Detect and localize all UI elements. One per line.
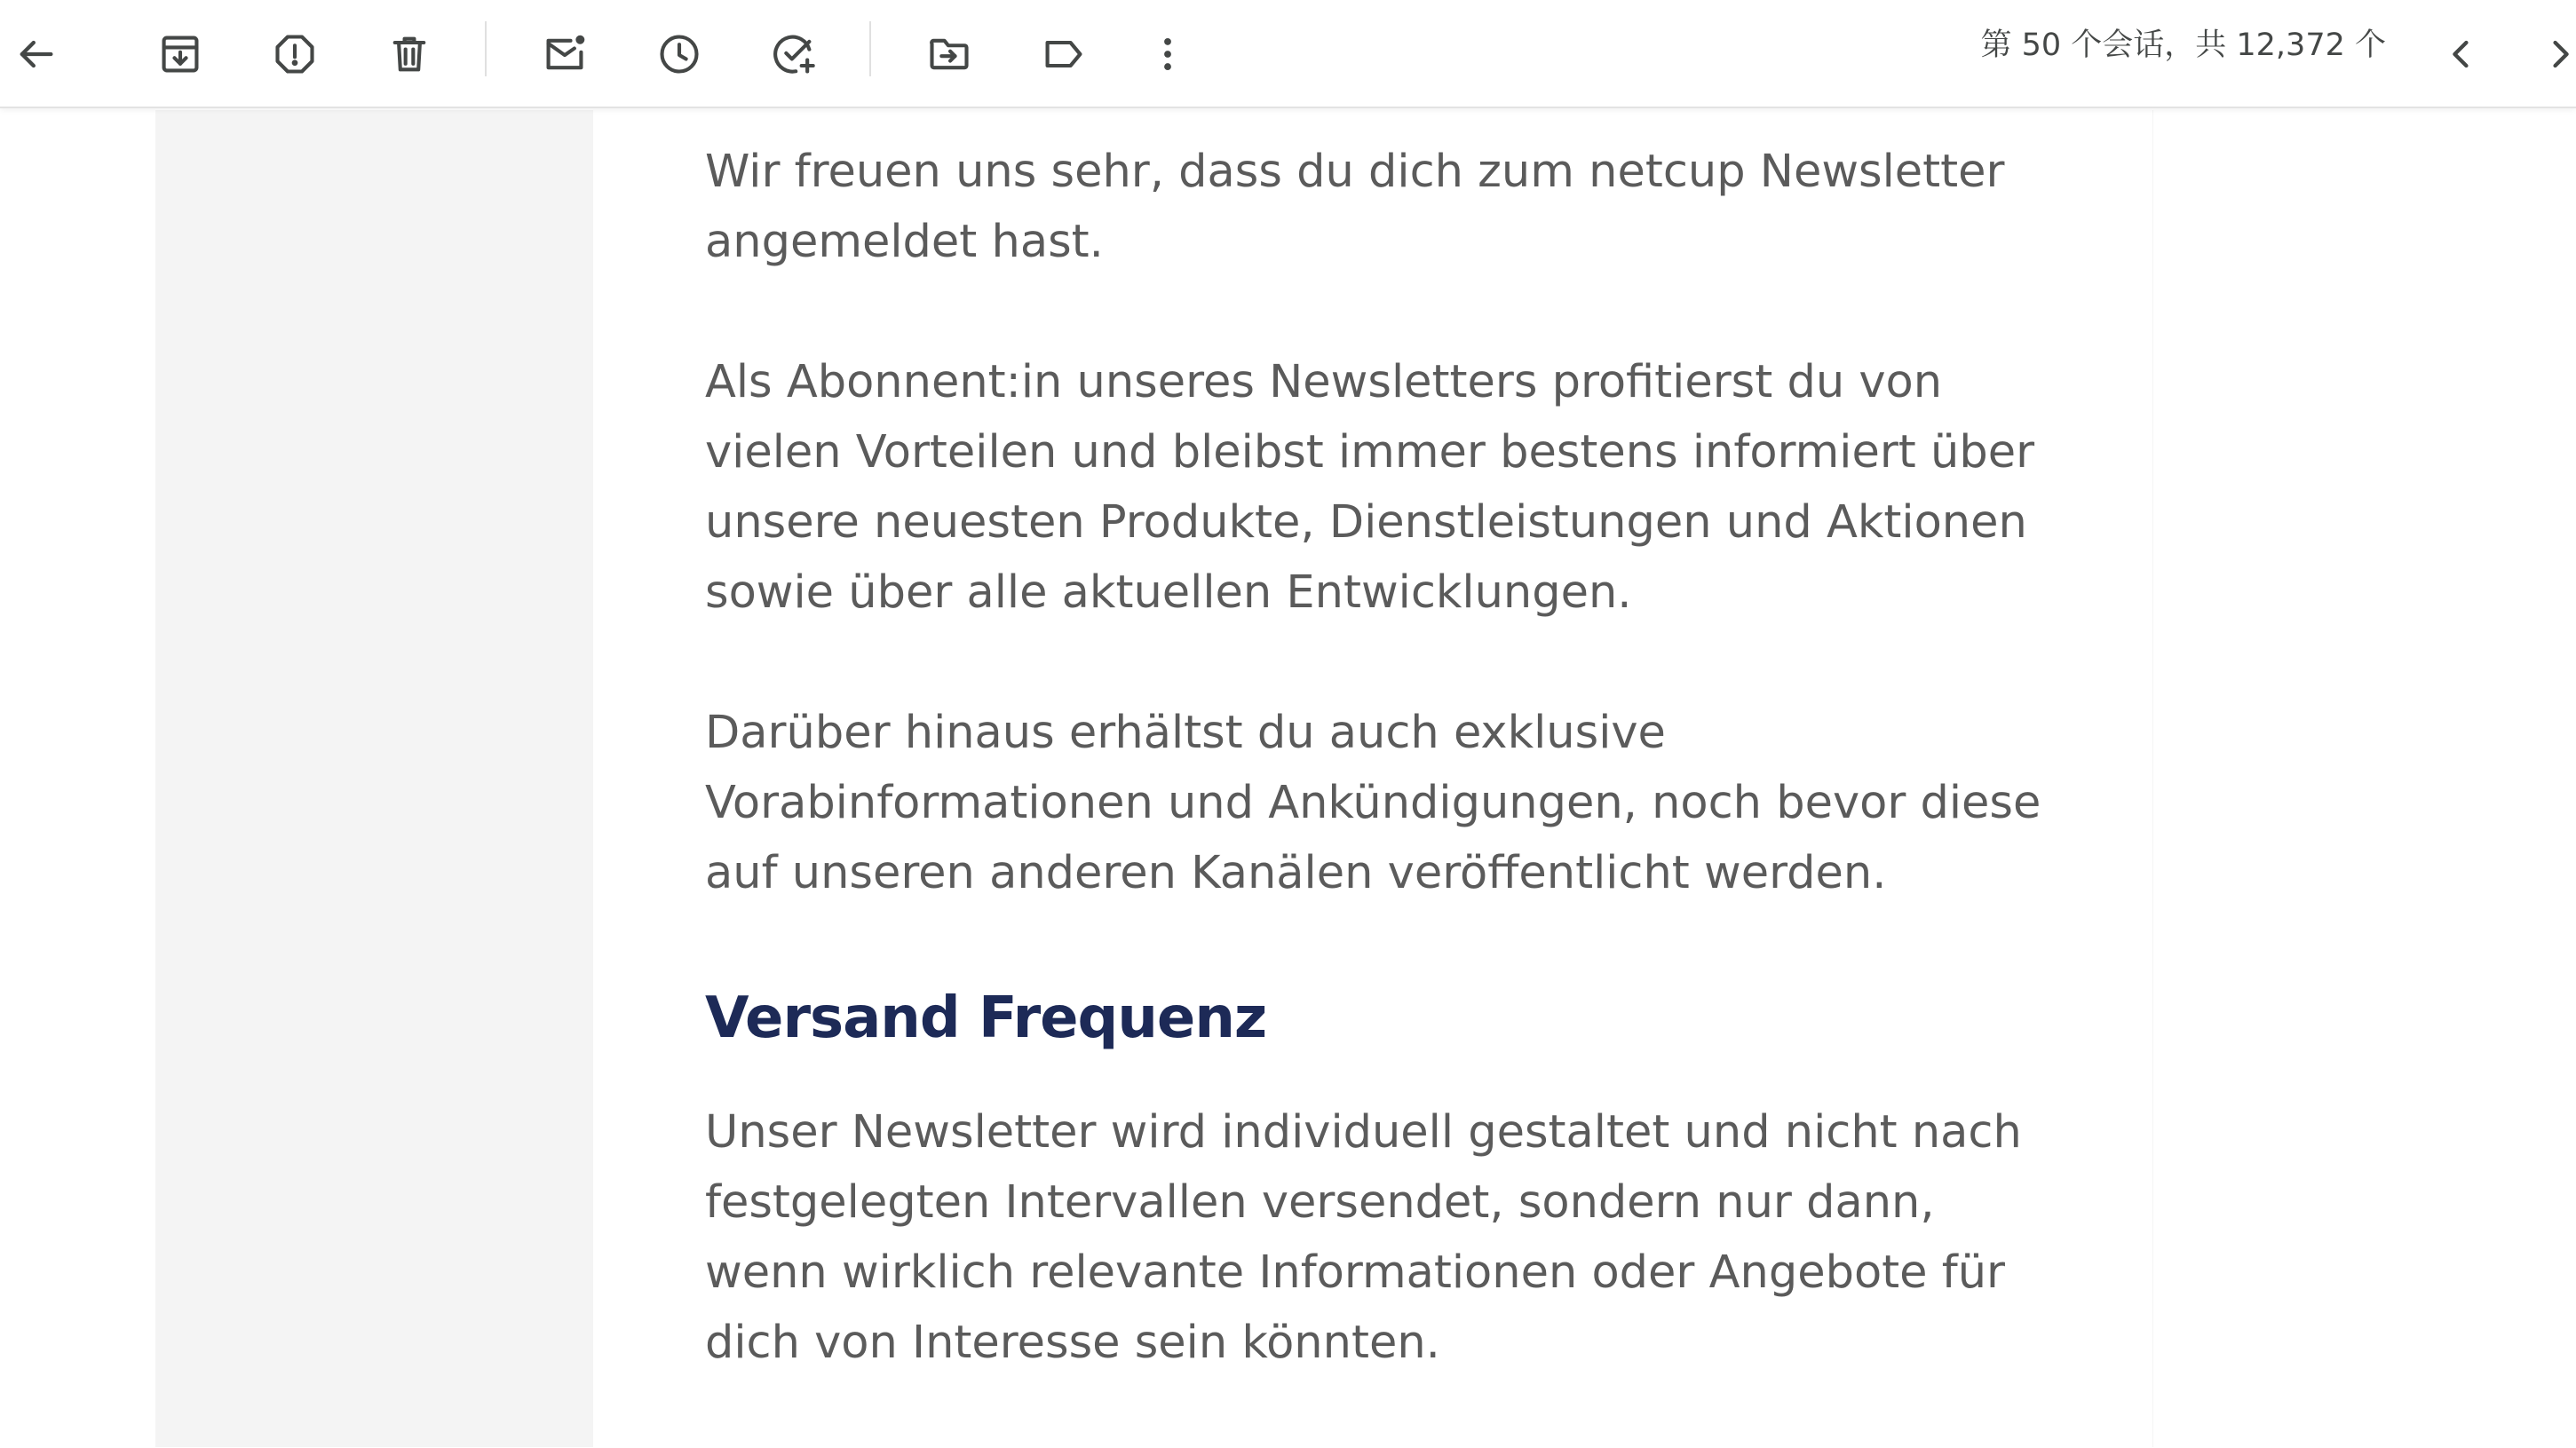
add-task-icon — [771, 31, 817, 77]
email-paragraph: Als Abonnent:in unseres Newsletters profitierst du von vielen Vorteilen und bleibst immer bestens informiert über unsere neuesten Produkte, Dienstleistungen und Aktionen sowie über alle aktuellen Entwicklungen. — [705, 356, 2035, 619]
arrow-left-icon — [12, 31, 59, 77]
move-folder-icon — [926, 31, 972, 77]
spam-icon — [272, 31, 318, 77]
archive-button[interactable] — [140, 14, 220, 94]
add-to-tasks-button[interactable] — [754, 14, 834, 94]
more-button[interactable] — [1128, 14, 1208, 94]
delete-button[interactable] — [369, 14, 449, 94]
older-button[interactable] — [2520, 14, 2576, 94]
email-paragraph: Unser Newsletter wird individuell gestaltet und nicht nach festgelegten Intervallen versendet, sondern nur dann, wenn wirklich relevante Informationen oder Angebote für dich von Interesse sein könnten. — [705, 1106, 2022, 1369]
clock-icon — [656, 31, 702, 77]
more-vert-icon — [1145, 31, 1191, 77]
move-to-button[interactable] — [909, 14, 989, 94]
snooze-button[interactable] — [639, 14, 719, 94]
chevron-right-icon — [2537, 31, 2576, 77]
mark-unread-icon — [542, 31, 588, 77]
email-content — [705, 137, 2055, 1448]
trash-icon — [386, 31, 432, 77]
toolbar-divider — [869, 21, 871, 76]
email-toolbar — [0, 0, 2576, 108]
email-viewer — [0, 110, 2576, 1447]
labels-button[interactable] — [1024, 14, 1104, 94]
archive-icon — [157, 31, 203, 77]
email-paragraph: Darüber hinaus erhältst du auch exklusive Vorabinformationen und Ankündigungen, noch bevor diese auf unseren anderen Kanälen veröffentlicht werden. — [705, 707, 2041, 899]
toolbar-divider — [485, 21, 487, 76]
report-spam-button[interactable] — [255, 14, 335, 94]
label-icon — [1041, 31, 1087, 77]
conversation-counter: 第 50 个会话，共 12,372 个 — [1980, 28, 2386, 63]
mark-unread-button[interactable] — [525, 14, 605, 94]
chevron-left-icon — [2438, 31, 2485, 77]
back-button[interactable] — [0, 14, 75, 94]
email-paragraph: Wir freuen uns sehr, dass du dich zum netcup Newsletter angemeldet hast. — [705, 146, 2005, 268]
section-heading: Versand Frequenz — [705, 985, 1267, 1051]
newer-button[interactable] — [2421, 14, 2501, 94]
